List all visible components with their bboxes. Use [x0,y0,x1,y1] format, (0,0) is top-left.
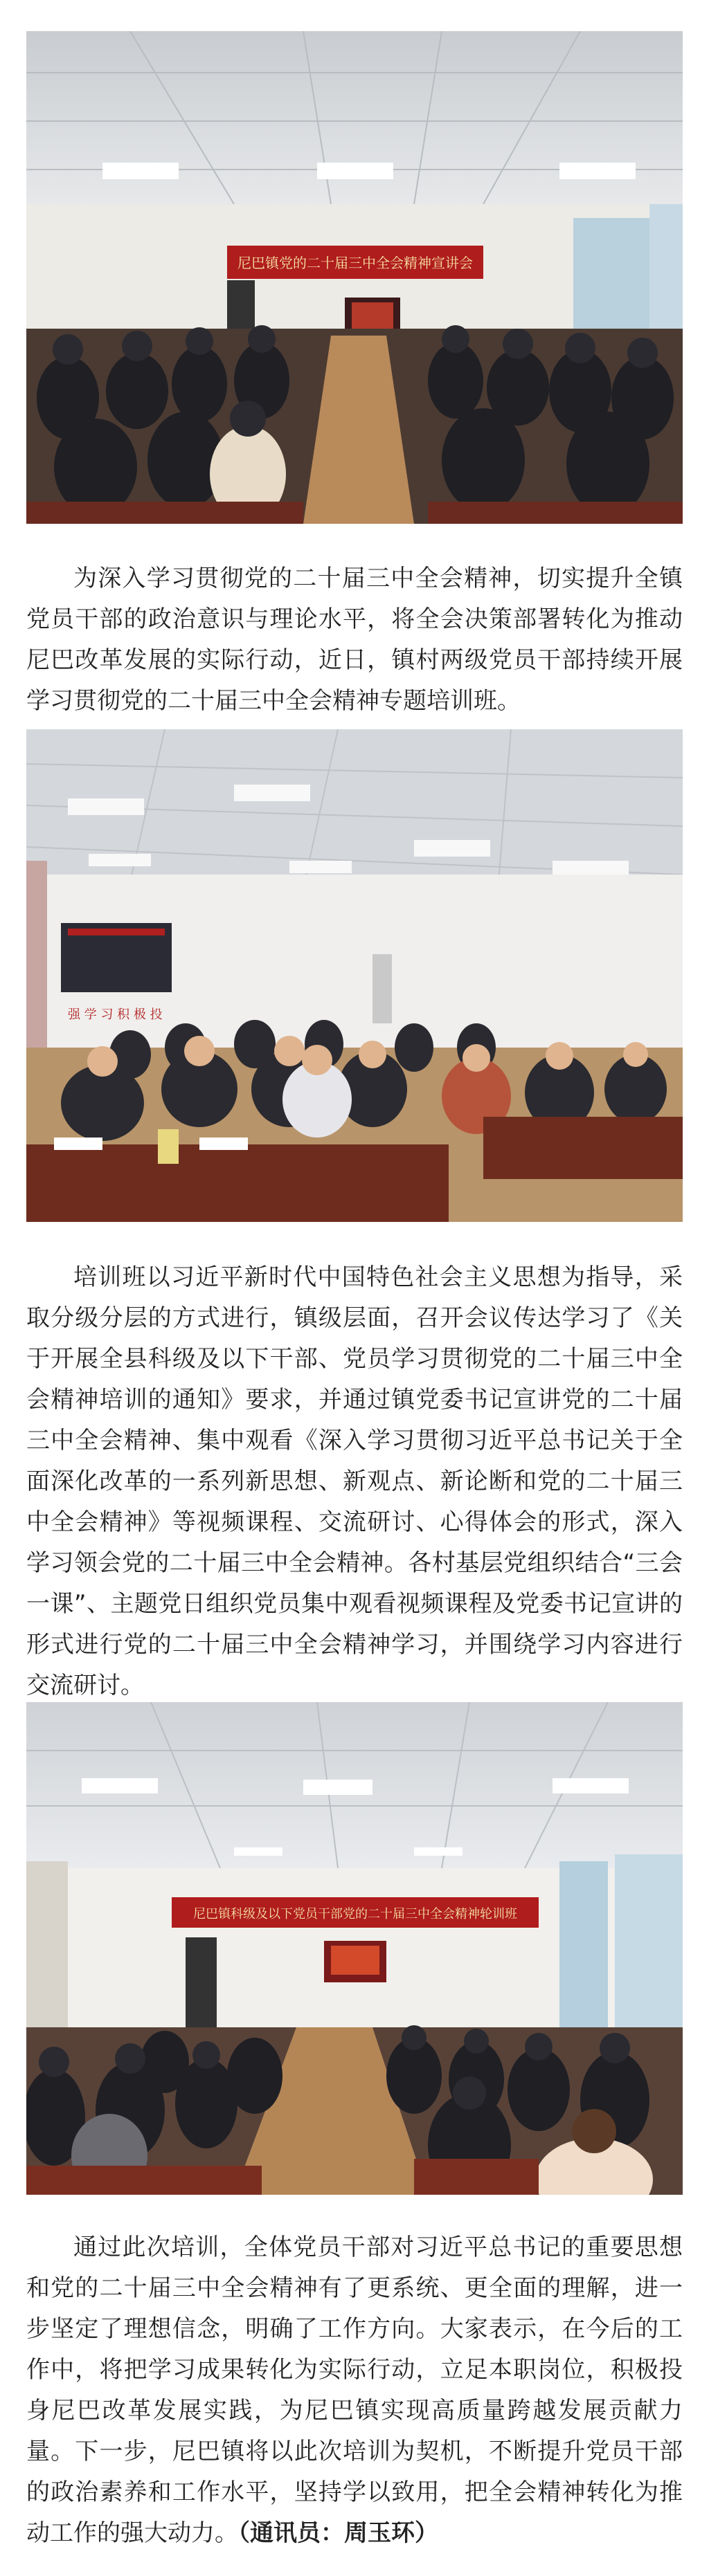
paragraph-training-details: 培训班以习近平新时代中国特色社会主义思想为指导，采取分级分层的方式进行，镇级层面，召开会议传达学习了《关于开展全县科级及以下干部、党员学习贯彻党的二十届三中全会精神培训的通知》要求，并通过镇党委书记宣讲党的二十届三中全会精神、集中观看《深入学习贯彻习近平总书记关于全面深化改革的一系列新思想、新观点、新论断和党的二十届三中全会精神》等视频课程、交流研讨、心得体会的形式，深入学习领会党的二十届三中全会精神。各村基层党组织结合“三会一课”、主题党日组织党员集中观看视频课程及党委书记宣讲的形式进行党的二十届三中全会精神学习，并围绕学习内容进行交流研讨。 [26,1263,683,1699]
paragraph-conclusion [26,2227,683,2554]
photo-wall-text: 强 学 习 积 极 投 [68,1007,163,1022]
photo-training-classroom [26,729,683,1222]
photo-banner-text-2: 尼巴镇科级及以下党员干部党的二十届三中全会精神轮训班 [193,1907,517,1921]
photo-meeting-hall-2 [26,1702,683,2195]
photo-meeting-hall-1 [26,31,683,524]
paragraph-conclusion-text: 通过此次培训，全体党员干部对习近平总书记的重要思想和党的二十届三中全会精神有了更系统、更全面的理解，进一步坚定了理想信念，明确了工作方向。大家表示，在今后的工作中，将把学习成果转化为实际行动，立足本职岗位，积极投身尼巴改革发展实践，为尼巴镇实现高质量跨越发展贡献力量。下一步，尼巴镇将以此次培训为契机，不断提升党员干部的政治素养和工作水平，坚持学以致用，把全会精神转化为推动工作的强大动力。 [26,2234,683,2547]
reporter-credit: （通讯员：周玉环） [238,2519,438,2547]
photo-banner-text: 尼巴镇党的二十届三中全会精神宣讲会 [237,255,473,271]
paragraph-intro: 为深入学习贯彻党的二十届三中全会精神，切实提升全镇党员干部的政治意识与理论水平，将全会决策部署转化为推动尼巴改革发展的实际行动，近日，镇村两级党员干部持续开展学习贯彻党的二十届三中全会精神专题培训班。 [26,565,683,715]
